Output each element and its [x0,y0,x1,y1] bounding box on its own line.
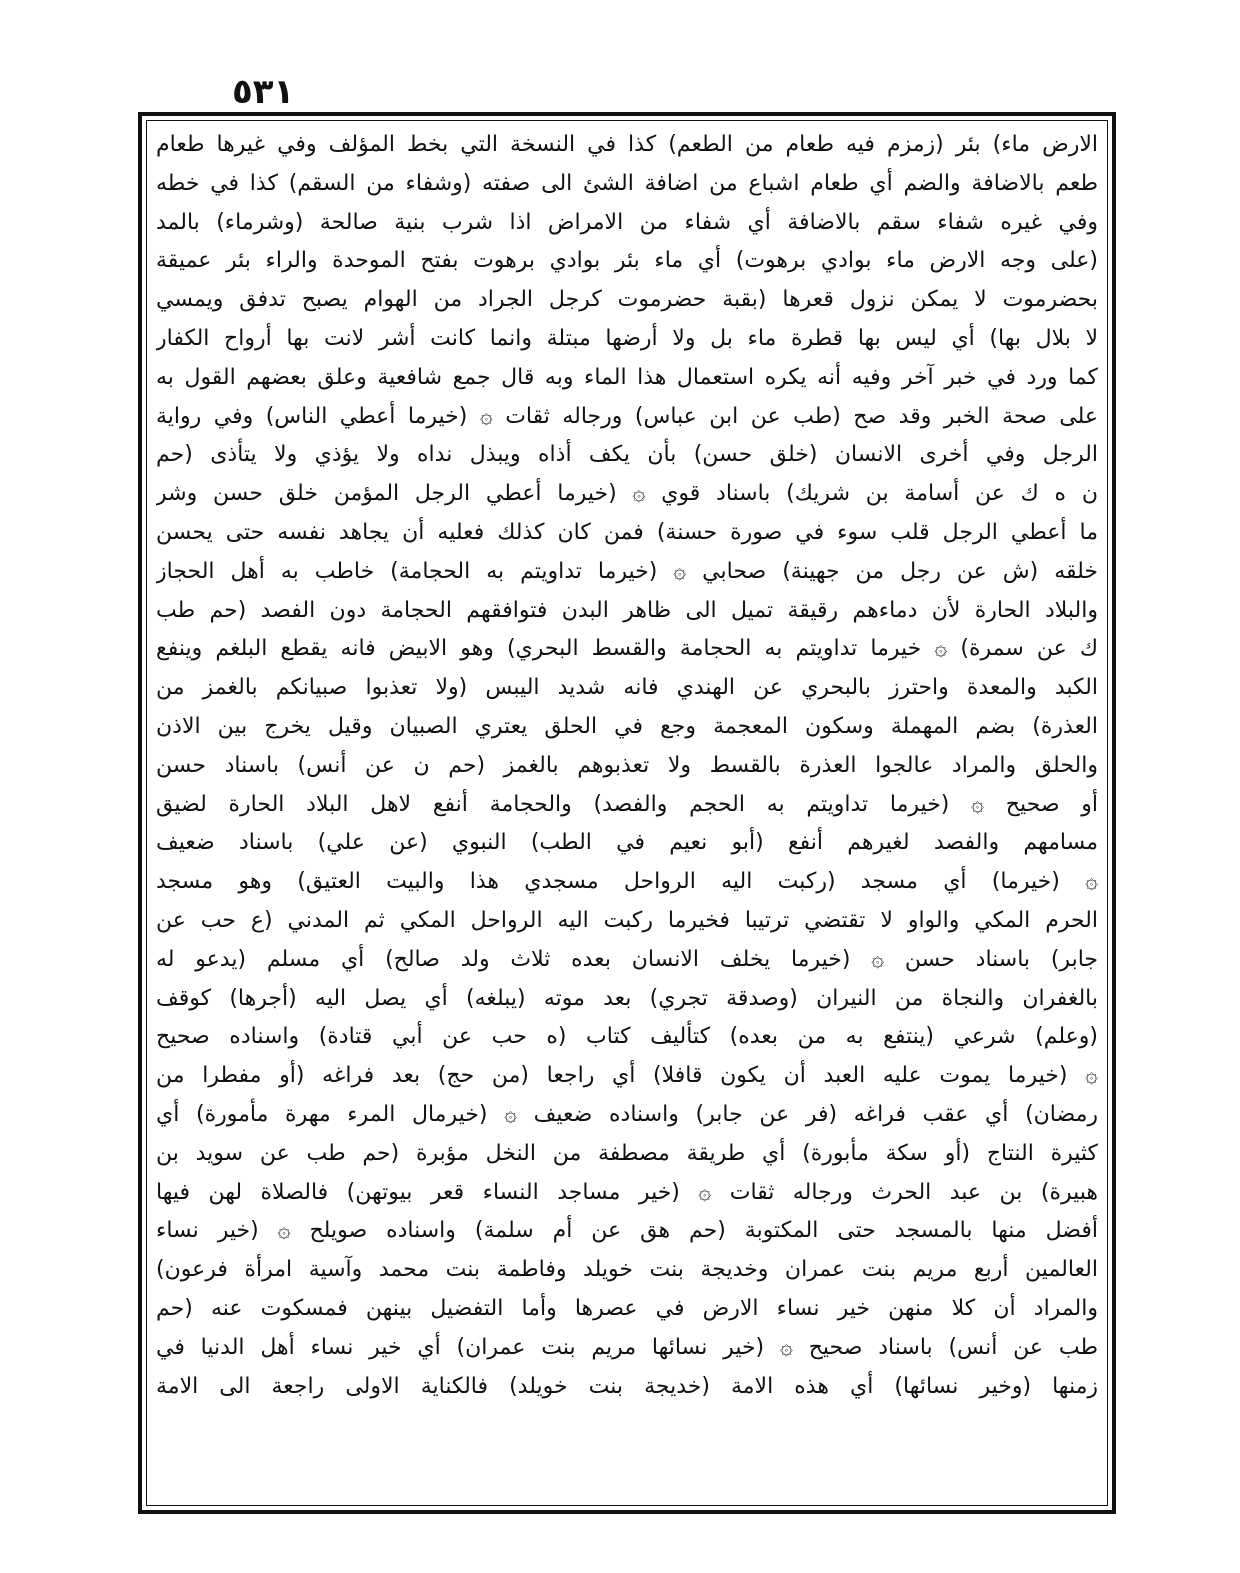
text-line: خلقه (ش عن رجل من جهينة) صحابي ۞ (خيرما تداويتم به الحجامة) خاطب به أهل الحجاز [156,558,1098,584]
text-line: الرجل وفي أخرى الانسان (خلق حسن) بأن يكف أذاه ويبذل نداه ولا يؤذي ولا يتأذى (حم [156,442,1098,468]
text-line: زمنها (وخير نسائها) أي هذه الامة (خديجة بنت خويلد) فالكناية الاولى راجعة الى الامة [156,1373,1098,1399]
text-line: (على وجه الارض ماء بوادي برهوت) أي ماء بئر بوادي برهوت بفتح الموحدة والراء بئر عميقة [156,248,1098,274]
text-line: الحرم المكي والواو لا تقتضي ترتيبا فخيرما ركبت اليه الرواحل المكي ثم المدني (ع حب عن [156,907,1098,933]
text-line: جابر) باسناد حسن ۞ (خيرما يخلف الانسان بعده ثلاث ولد صالح) أي مسلم (يدعو له [156,946,1098,972]
text-line: ۞ (خيرما يموت عليه العبد أن يكون قافلا) أي راجعا (من حج) بعد فراغه (أو مفطرا من [156,1063,1098,1089]
text-line: كثيرة النتاج (أو سكة مأبورة) أي طريقة مصطفة من النخل مؤبرة (حم طب عن سويد بن [156,1140,1098,1166]
text-line: أو صحيح ۞ (خيرما تداويتم به الحجم والفصد) والحجامة أنفع لاهل البلاد الحارة لضيق [156,791,1098,817]
text-line: مسامهم والفصد لغيرهم أنفع (أبو نعيم في الطب) النبوي (عن علي) باسناد ضعيف [156,830,1098,856]
text-line: والمراد أن كلا منهن خير نساء الارض في عصرها وأما التفضيل بينهن فمسكوت عنه (حم [156,1295,1098,1321]
text-line: الكبد والمعدة واحترز بالبحري عن الهندي فانه شديد اليبس (ولا تعذبوا صبيانكم بالغمز من [156,675,1098,701]
text-line: ما أعطي الرجل قلب سوء في صورة حسنة) فمن كان كذلك فعليه أن يجاهد نفسه حتى يحسن [156,519,1098,545]
page-number: ٥٣١ [232,72,295,112]
text-line: لا بلال بها) أي ليس بها قطرة ماء بل ولا أرضها مبتلة وانما كانت أشر لانت بها أرواح الكفار [156,325,1098,351]
text-line: على صحة الخبر وقد صح (طب عن ابن عباس) ورجاله ثقات ۞ (خيرما أعطي الناس) وفي رواية [156,403,1098,429]
text-line: الارض ماء) بئر (زمزم فيه طعام من الطعم) كذا في النسخة التي بخط المؤلف وفي غيرها طعام [156,132,1098,157]
text-line: طب عن أنس) باسناد صحيح ۞ (خير نسائها مريم بنت عمران) أي خير نساء أهل الدنيا في [156,1334,1098,1360]
text-line: والبلاد الحارة لأن دماءهم رقيقة تميل الى ظاهر البدن فتوافقهم الحجامة دون الفصد (حم طب [156,597,1098,623]
text-line: كما ورد في خبر آخر وفيه أنه يكره استعمال هذا الماء وبه قال جمع شافعية وعلق بعضهم القول به [156,364,1098,390]
text-line: العالمين أربع مريم بنت عمران وخديجة بنت خويلد وفاطمة بنت محمد وآسية امرأة فرعون) [156,1257,1098,1283]
text-line: وفي غيره شفاء سقم بالاضافة أي شفاء من الامراض اذا شرب بنية صالحة (وشرماء) بالمد [156,209,1098,235]
text-line: بحضرموت لا يمكن نزول قعرها (بقبة حضرموت كرجل الجراد من الهوام يصبح تدفق ويمسي [156,287,1098,313]
text-line: هبيرة) بن عبد الحرث ورجاله ثقات ۞ (خير مساجد النساء قعر بيوتهن) فالصلاة لهن فيها [156,1179,1098,1205]
text-line: والحلق والمراد عالجوا العذرة بالقسط ولا تعذبوهم بالغمز (حم ن عن أنس) باسناد حسن [156,752,1098,778]
text-line: (وعلم) شرعي (ينتفع به من بعده) كتأليف كتاب (ه حب عن أبي قتادة) واسناده صحيح [156,1024,1098,1050]
text-line: بالغفران والنجاة من النيران (وصدقة تجري) بعد موته (يبلغه) أي يصل اليه (أجرها) كوقف [156,985,1098,1011]
text-line: ن ه ك عن أسامة بن شريك) باسناد قوي ۞ (خيرما أعطي الرجل المؤمن خلق حسن وشر [156,481,1098,507]
text-line: أفضل منها بالمسجد حتى المكتوبة (حم هق عن أم سلمة) واسناده صويلح ۞ (خير نساء [156,1218,1098,1244]
text-line: ۞ (خيرما) أي مسجد (ركبت اليه الرواحل مسجدي هذا والبيت العتيق) وهو مسجد [156,869,1098,895]
text-line: طعم بالاضافة والضم أي طعام اشباع من اضافة الشئ الى صفته (وشفاء من السقم) كذا في خطه [156,170,1098,196]
arabic-text-body [156,126,1098,1500]
text-line: العذرة) بضم المهملة وسكون المعجمة وجع في الحلق يعتري الصبيان وقيل يخرج بين الاذن [156,713,1098,739]
text-line: رمضان) أي عقب فراغه (فر عن جابر) واسناده ضعيف ۞ (خيرمال المرء مهرة مأمورة) أي [156,1101,1098,1127]
text-line: ك عن سمرة) ۞ خيرما تداويتم به الحجامة والقسط البحري) وهو الابيض فانه يقطع البلغم وينفع [156,636,1098,662]
